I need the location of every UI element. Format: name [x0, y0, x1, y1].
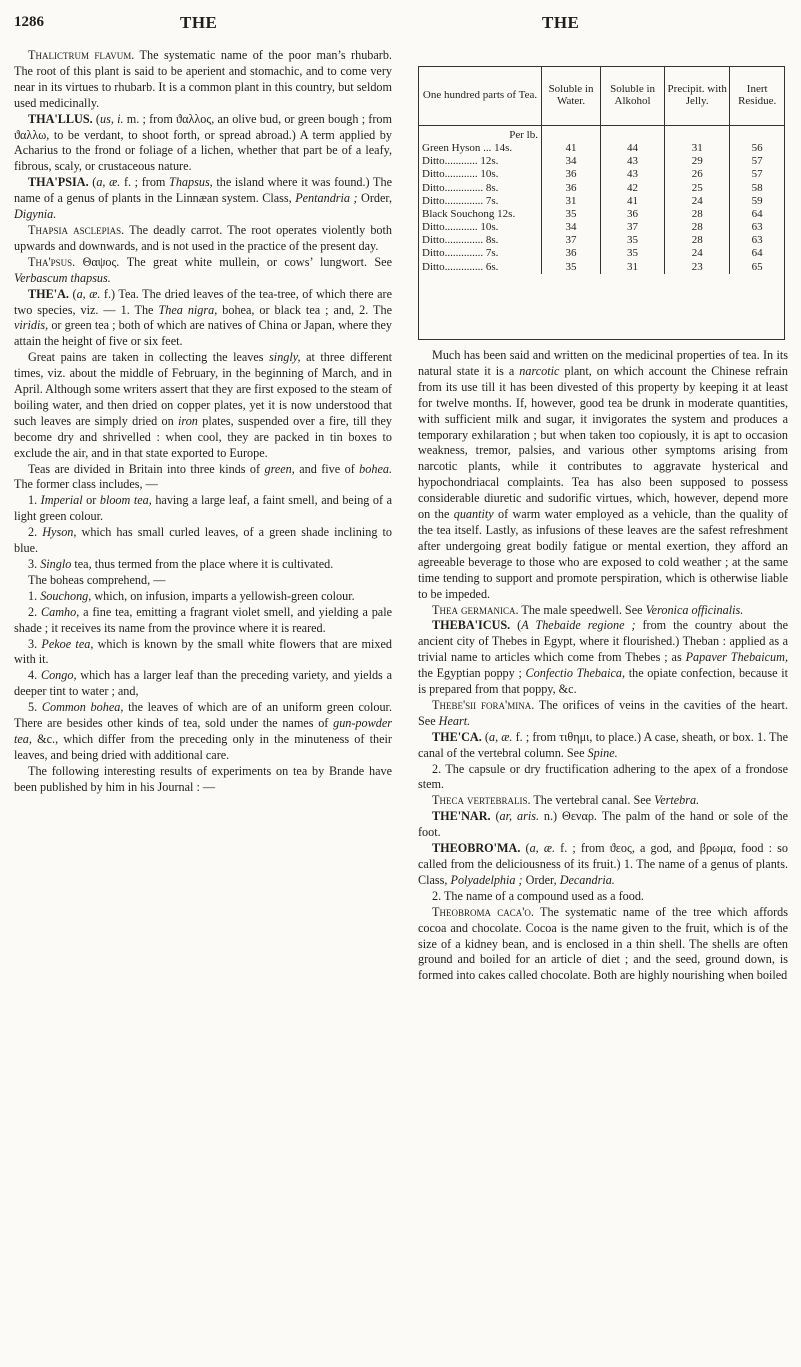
text-run: THA'LLUS. — [28, 111, 93, 126]
text-run: ( — [88, 175, 97, 190]
paragraph — [14, 462, 392, 494]
text-run: 3. — [28, 636, 42, 651]
text-run: ( — [92, 111, 100, 126]
table-cell: 36 — [542, 248, 601, 261]
text-run: a, æ. — [529, 841, 556, 856]
table-cell: 35 — [601, 248, 665, 261]
text-run: 2. — [28, 525, 43, 540]
table-row — [419, 195, 784, 208]
text-run: The orifices of veins in the cavities of the heart. See — [418, 697, 788, 728]
text-run: Order, — [522, 872, 560, 887]
text-run: The male speedwell. See — [518, 602, 646, 617]
table-row — [419, 248, 784, 261]
text-run: The systematic name of the tree which affords cocoa and chocolate. Cocoa is the name given to the fruit, which is of the size of a kidney bean, and is enclosed in a thin shell. The shells are often ground and boiled for an article of diet ; and the seed, ground down, is formed into cakes called chocolate. Both are highly nourishing when boiled — [418, 904, 789, 983]
table-cell: 28 — [665, 235, 730, 248]
text-run: ( — [510, 618, 522, 633]
text-run: Tha'psus. — [28, 254, 76, 269]
text-run: iron — [178, 413, 198, 428]
text-run: THE'CA. — [432, 729, 482, 744]
table-cell: 24 — [665, 195, 730, 208]
table-cell: 43 — [601, 169, 665, 182]
text-run: f. ; from τιθημι, to place.) A case, sheath, or box. 1. The canal of the vertebral column. See — [418, 729, 788, 760]
table-cell: 44 — [601, 142, 665, 155]
table-cell: 31 — [542, 195, 601, 208]
text-run: singly, — [269, 350, 301, 365]
table-row — [419, 182, 784, 195]
table-header: Inert Residue. — [730, 67, 784, 126]
table-header: Precipit. with Jelly. — [665, 67, 730, 126]
text-run: Thea germanica. — [432, 602, 519, 617]
text-run: THE'NAR. — [432, 809, 491, 824]
text-run: The systematic name of the poor man’s rhubarb. The root of this plant is said to be aperient and stomachic, and to come very near in its virtues to rhubarb. It is a common plant in this country, but seldom used medicinally. — [14, 48, 392, 110]
table-row-label: Ditto.............. 7s. — [419, 248, 542, 261]
paragraph — [14, 223, 392, 255]
text-run: Camho, — [40, 604, 80, 619]
text-run: at three different times, viz. about the middle of February, in the beginning of March, and in April. Although some writers assert that they are first exposed to the steam of boiling water, and then dried on copper plates, yet it is now understood that such leaves are simply dried on — [14, 350, 392, 428]
right-column — [418, 348, 788, 984]
left-column — [14, 48, 392, 796]
text-run: the opiate confection, because it is prepared from that poppy, &c. — [418, 666, 788, 697]
text-run: Singlo — [40, 557, 72, 571]
table-cell: 63 — [751, 234, 763, 247]
table-row-label: Ditto............ 10s. — [419, 169, 542, 182]
paragraph — [418, 793, 788, 809]
text-run: 3. — [28, 557, 41, 571]
paragraph — [14, 589, 392, 605]
text-run: Thalictrum flavum. — [28, 48, 135, 62]
table-cell: 24 — [665, 248, 730, 261]
text-run: ( — [68, 286, 77, 301]
table-cell: 42 — [601, 182, 665, 195]
text-run: of warm water employed as a vehicle, than the quality of the tea itself. Lastly, as infusions of these leaves are the safest refreshment after undergoing great bodily fatigue or mental exertion, they afford an agreeable beverage to those who are exposed to cold weather ; at the same time tending to support and promote perspiration, which is otherwise liable to be impeded. — [418, 507, 788, 601]
text-run: narcotic — [519, 363, 560, 378]
text-run: &c., which differ from the preceding only in the minuteness of their leaves, and being dried with additional care. — [14, 731, 392, 762]
page-number: 1286 — [14, 14, 44, 30]
table-cell: 35 — [542, 261, 601, 274]
text-run: or green tea ; both of which are natives of China or Japan, where they attain the height of five or six feet. — [14, 318, 392, 349]
text-run: n.) Θεναρ. The palm of the hand or sole of the foot. — [418, 809, 788, 840]
paragraph — [14, 350, 392, 461]
table-cell: 57 — [751, 168, 763, 181]
text-run: 2. The name of a compound used as a food. — [432, 888, 644, 903]
text-run: Confectio Thebaica, — [525, 666, 626, 681]
text-run: Pekoe tea, — [41, 636, 94, 651]
paragraph — [14, 637, 392, 669]
text-run: which has a larger leaf than the preceding variety, and yields a deeper tint to water ; and, — [14, 668, 393, 699]
text-run: Congo, — [40, 668, 77, 683]
paragraph — [14, 668, 392, 700]
text-run: Thapsus, — [169, 175, 213, 190]
table-cell: 64 — [751, 247, 763, 260]
table-cell: 29 — [665, 155, 730, 168]
text-run: Thebe'sii fora'mina. — [432, 697, 535, 712]
table-cell: 34 — [542, 221, 601, 234]
paragraph — [418, 603, 788, 619]
text-run: Much has been said and written on the medicinal properties of tea. In its natural state it is a — [418, 348, 788, 378]
text-run: Theca vertebralis. — [432, 793, 531, 808]
paragraph — [14, 525, 392, 557]
text-run: a, æ. — [96, 175, 121, 190]
table-cell: 31 — [601, 261, 665, 274]
text-run: having a large leaf, a faint smell, and being of a light green colour. — [14, 493, 393, 524]
text-run: gun-powder tea, — [14, 716, 392, 746]
table-cell: 23 — [665, 261, 730, 274]
table-header: Soluble in Alkohol — [601, 67, 665, 126]
paragraph — [14, 493, 392, 525]
text-run: The boheas comprehend, — — [28, 572, 166, 587]
text-run: bohea, or black tea ; and, 2. The — [217, 302, 392, 317]
text-run: A Thebaide regione ; — [521, 618, 636, 633]
text-run: Souchong, — [40, 588, 92, 603]
paragraph — [14, 573, 392, 589]
table-cell: 26 — [665, 169, 730, 182]
table-header-row — [419, 67, 784, 126]
text-run: Heart. — [438, 713, 471, 728]
table-row — [419, 155, 784, 168]
paragraph — [14, 175, 392, 223]
text-run: Θαψος. The great white mullein, or cows’ lungwort. See — [75, 254, 392, 269]
text-run: Pentandria ; — [295, 191, 358, 206]
table-cell: 56 — [751, 141, 763, 154]
text-run: Spine. — [587, 745, 618, 760]
text-run: or — [82, 493, 100, 508]
text-run: plates, suspended over a fire, till they become dry and shrivelled : when cool, they are packed in tin boxes to exclude the air, and in that state exported to Europe. — [14, 413, 392, 460]
paragraph — [418, 841, 788, 889]
table-unit-label: Per lb. — [419, 126, 542, 143]
table-cell: 35 — [601, 235, 665, 248]
text-run: Thea nigra, — [158, 302, 218, 317]
table-row — [419, 221, 784, 234]
table-row-label: Ditto............ 10s. — [419, 221, 542, 234]
table-cell: 64 — [751, 207, 763, 220]
text-run: us, i. — [99, 111, 124, 126]
table-cell: 35 — [542, 208, 601, 221]
text-run: plant, on which account the Chinese refrain from its use till it has been divested of this property by keeping it at least for twelve months. If, however, good tea be drunk in moderate quantities, with sufficient milk and sugar, it invigorates the system and produces a temporary exhilaration ; but when taken too copiously, it is apt to occasion weakness, tremor, palsies, and various other symptoms arising from narcotic plants, while it contributes to aggravate hysterical and hypochondriacal complaints. Tea has also been supposed to possess considerable diuretic and sudorific virtues, which, however, depend more on the — [418, 363, 788, 522]
text-run: bloom tea, — [99, 493, 152, 508]
table-row-label: Ditto.............. 6s. — [419, 261, 542, 274]
table-header: Soluble in Water. — [542, 67, 601, 126]
paragraph — [14, 112, 392, 176]
text-run: viridis, — [14, 318, 49, 333]
text-run: which is known by the small white flowers that are mixed with it. — [14, 636, 393, 667]
text-run: THA'PSIA. — [28, 175, 89, 190]
table-row — [419, 235, 784, 248]
text-run: from the country about the ancient city of Thebes in Egypt, where it flourished.) Theban : applied as a trivial name to articles which come from Thebes ; as — [418, 618, 789, 665]
tea-analysis-table — [418, 66, 785, 340]
paragraph — [14, 557, 392, 573]
table-cell: 25 — [665, 182, 730, 195]
text-run: f. ; from ϑεος, a god, and βρωμα, food : so called from the deliciousness of its fruit.) 1. The name of a genus of plants. Class, — [418, 841, 788, 887]
text-run: The former class includes, — — [14, 477, 158, 492]
text-run: ( — [490, 809, 500, 824]
table-row-label: Black Souchong 12s. — [419, 208, 542, 221]
table-row-label: Ditto............ 12s. — [419, 155, 542, 168]
text-run: a fine tea, emitting a fragrant violet smell, and yielding a pale shade ; it receives its name from the province where it is reared. — [14, 604, 392, 635]
text-run: a, æ. — [488, 729, 513, 744]
table-cell: 36 — [601, 208, 665, 221]
text-run: Theobroma caca'o. — [432, 904, 534, 919]
table-cell: 41 — [542, 142, 601, 155]
table-row — [419, 169, 784, 182]
text-run: Papaver Thebaicum, — [685, 650, 788, 665]
text-run: Great pains are taken in collecting the leaves — [28, 350, 270, 365]
table-row — [419, 142, 784, 155]
paragraph — [418, 698, 788, 730]
table-cell: 37 — [601, 221, 665, 234]
text-run: Verbascum thapsus. — [14, 270, 111, 285]
text-run: Common bohea, — [41, 700, 124, 715]
paragraph — [14, 764, 392, 796]
text-run: ar, aris. — [499, 809, 539, 824]
text-run: f.) Tea. The dried leaves of the tea-tree, of which there are two species, viz. — 1. The — [14, 286, 392, 317]
text-run: 2. — [28, 604, 41, 619]
page-header — [0, 0, 801, 40]
paragraph — [418, 889, 788, 905]
paragraph — [418, 905, 788, 985]
paragraph — [14, 48, 392, 112]
text-run: a, æ. — [76, 286, 101, 301]
table-cell: 28 — [665, 208, 730, 221]
table-cell: 65 — [751, 260, 763, 273]
text-run: f. ; from — [120, 175, 170, 190]
text-run: THEOBRO'MA. — [432, 841, 521, 856]
text-run: m. ; from ϑαλλος, an olive bud, or green bough ; from ϑαλλω, to be verdant, to shoot forth, or spread abroad.) A term applied by Acharius to the frond or foliage of a lichen, whether that part be of a leafy, fibrous, scaly, or crustaceous nature. — [14, 111, 392, 174]
table-cell: 63 — [751, 221, 763, 234]
paragraph — [418, 348, 788, 603]
table-cell: 41 — [601, 195, 665, 208]
text-run: Hyson, — [42, 525, 77, 540]
text-run: Decandria. — [559, 872, 615, 887]
table-cell: 58 — [751, 181, 763, 194]
text-run: ( — [520, 841, 530, 856]
table-header: One hundred parts of Tea. — [419, 67, 542, 126]
text-run: Order, — [357, 191, 393, 206]
paragraph — [14, 287, 392, 351]
text-run: bohea. — [359, 461, 393, 476]
text-run: Vertebra. — [654, 793, 700, 808]
text-run: the leaves of which are of an uniform green colour. There are besides other kinds of tea, sold under the names of — [14, 700, 392, 731]
table-cell: 31 — [665, 142, 730, 155]
text-run: quantity — [453, 507, 494, 522]
table-cell: 28 — [665, 221, 730, 234]
table-unit-row — [419, 126, 784, 143]
table-cell: 34 — [542, 155, 601, 168]
text-run: 1. — [28, 493, 41, 508]
table-row-label: Ditto.............. 8s. — [419, 182, 542, 195]
table-cell: 37 — [542, 235, 601, 248]
text-run: THEBA'ICUS. — [432, 618, 511, 633]
table-cell: 36 — [542, 169, 601, 182]
text-run: green, — [264, 461, 295, 476]
paragraph — [14, 605, 392, 637]
table-row-label: Ditto.............. 7s. — [419, 195, 542, 208]
paragraph — [418, 762, 788, 794]
text-run: 5. — [28, 700, 42, 715]
text-run: 4. — [28, 668, 41, 683]
paragraph — [418, 730, 788, 762]
text-run: Thapsia asclepias. — [28, 222, 125, 237]
text-run: which, on infusion, imparts a yellowish-green colour. — [91, 588, 355, 603]
table-row-label: Ditto.............. 8s. — [419, 235, 542, 248]
table-cell: 43 — [601, 155, 665, 168]
text-run: Imperial — [40, 493, 83, 508]
running-head-left: THE — [180, 13, 218, 32]
paragraph — [14, 700, 392, 764]
text-run: the island where it was found.) The name of a genus of plants in the Linnæan system. Class, — [14, 175, 392, 206]
text-run: and five of — [294, 461, 360, 476]
text-run: Veronica officinalis. — [645, 602, 744, 617]
paragraph — [418, 618, 788, 698]
table-row-label: Green Hyson ... 14s. — [419, 142, 542, 155]
table-row — [419, 208, 784, 221]
text-run: ( — [481, 729, 489, 744]
text-run: Polyadelphia ; — [450, 872, 523, 887]
text-run: Teas are divided in Britain into three kinds of — [28, 461, 265, 476]
text-run: the Egyptian poppy ; — [418, 666, 526, 681]
paragraph — [418, 809, 788, 841]
text-run: which has small curled leaves, of a green shade inclining to blue. — [14, 525, 392, 556]
table-cell: 57 — [751, 155, 763, 168]
table-cell: 36 — [542, 182, 601, 195]
text-run: THE'A. — [28, 286, 69, 301]
table-cell: 59 — [751, 194, 763, 207]
text-run: tea, thus termed from the place where it is cultivated. — [71, 557, 334, 571]
text-run: The following interesting results of experiments on tea by Brande have been published by him in his Journal : — — [14, 763, 392, 794]
text-run: Digynia. — [14, 207, 57, 222]
text-run: 1. — [28, 588, 41, 603]
running-head-right: THE — [542, 13, 580, 32]
text-run: The deadly carrot. The root operates violently both upwards and downwards, and is not used in the practice of the present day. — [14, 222, 393, 253]
paragraph — [14, 255, 392, 287]
text-run: The vertebral canal. See — [530, 793, 655, 808]
text-run: 2. The capsule or dry fructification adhering to the apex of a frondose stem. — [418, 761, 788, 792]
table-row — [419, 261, 784, 274]
